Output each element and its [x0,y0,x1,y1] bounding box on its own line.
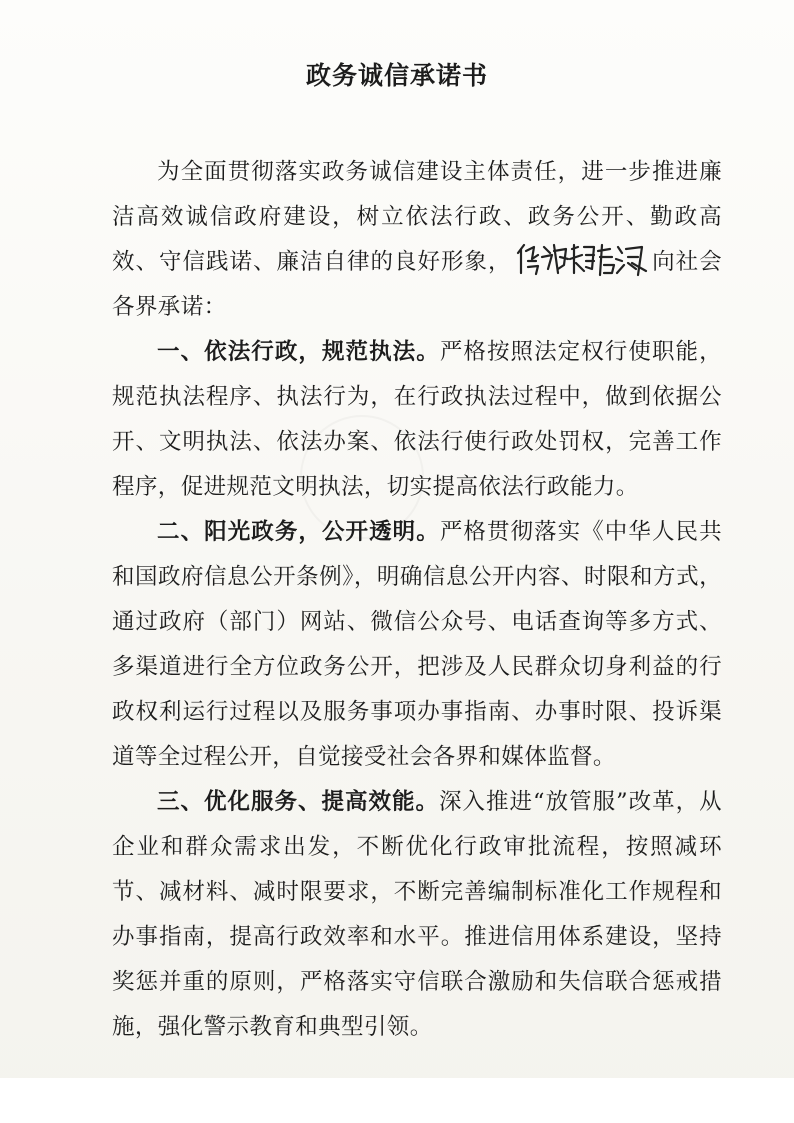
document-title: 政务诚信承诺书 [305,61,488,90]
section-2-text: 严格贯彻落实《中华人民共和国政府信息公开条例》，明确信息公开内容、时限和方式，通过政府（部门）网站、微信公众号、电话查询等多方式、多渠道进行全方位政务公开，把涉及人民群众切身利益的行政权利运行过程以及服务事项办事指南、办事时限、投诉渠道等全过程公开，自觉接受社会各界和媒体监督。 [112,519,722,770]
intro-text-before: 为全面贯彻落实政务诚信建设主体责任，进一步推进廉洁高效诚信政府建设，树立依法行政、政务公开、勤政高效、守信践诺、廉洁自律的良好形象， [112,159,722,275]
intro-paragraph [112,150,722,330]
handwritten-signature [514,239,650,279]
section-3-text: 深入推进“放管服”改革，从企业和群众需求出发，不断优化行政审批流程，按照减环节、减材料、减时限要求，不断完善编制标准化工作规程和办事指南，提高行政效率和水平。推进信用体系建设，坚持奖惩并重的原则，严格落实守信联合激励和失信联合惩戒措施，强化警示教育和典型引领。 [112,789,722,1040]
section-2-heading: 二、阳光政务，公开透明。 [157,519,440,545]
section-1-paragraph [112,330,722,510]
document-body [112,150,722,1050]
section-1-text: 严格按照法定权行使职能，规范执法程序、执法行为，在行政执法过程中，做到依据公开、文明执法、依法办案、依法行使行政处罚权，完善工作程序，促进规范文明执法，切实提高依法行政能力。 [112,339,722,500]
intro-text-after: 向社会各界承诺： [112,249,722,320]
section-2-paragraph [112,510,722,780]
section-3-paragraph [112,780,722,1050]
section-3-heading: 三、优化服务、提高效能。 [157,789,440,815]
section-1-heading: 一、依法行政，规范执法。 [157,339,440,365]
